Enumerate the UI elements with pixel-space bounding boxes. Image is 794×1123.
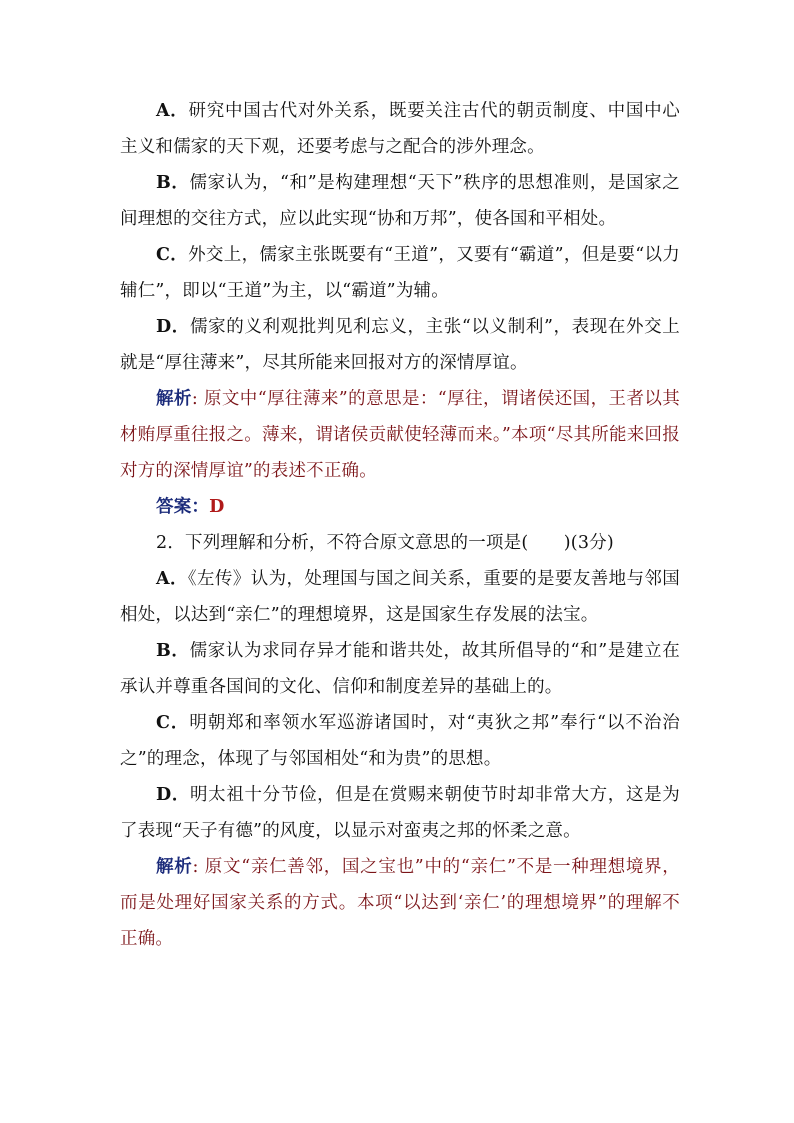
option-letter: B． (156, 173, 190, 193)
q1-option-c (120, 237, 680, 309)
q1-option-a (120, 93, 680, 165)
q1-answer (120, 489, 680, 525)
option-text: 研究中国古代对外关系，既要关注古代的朝贡制度、中国中心主义和儒家的天下观，还要考虑与之配合的涉外理念。 (120, 101, 680, 157)
analysis-label: 解析 (156, 389, 192, 409)
option-text: 明朝郑和率领水军巡游诸国时，对“夷狄之邦”奉行“以不治治之”的理念，体现了与邻国相处“和为贵”的思想。 (120, 713, 680, 769)
analysis-text: : 原文“亲仁善邻，国之宝也”中的“亲仁”不是一种理想境界，而是处理好国家关系的方式。本项“以达到‘亲仁’的理想境界”的理解不正确。 (120, 857, 681, 949)
option-text: 儒家认为求同存异才能和谐共处，故其所倡导的“和”是建立在承认并尊重各国间的文化、信仰和制度差异的基础上的。 (120, 641, 680, 697)
q1-option-b (120, 165, 680, 237)
option-text: 外交上，儒家主张既要有“王道”，又要有“霸道”，但是要“以力辅仁”，即以“王道”为主，以“霸道”为辅。 (120, 245, 680, 301)
option-text: 儒家的义利观批判见利忘义，主张“以义制利”，表现在外交上就是“厚往薄来”，尽其所能来回报对方的深情厚谊。 (120, 317, 680, 373)
q2-option-a (120, 561, 680, 633)
q1-analysis (120, 381, 680, 489)
option-text: 《左传》认为，处理国与国之间关系，重要的是要友善地与邻国相处，以达到“亲仁”的理想境界，这是国家生存发展的法宝。 (120, 569, 680, 625)
q1-option-d (120, 309, 680, 381)
analysis-label: 解析 (156, 857, 193, 877)
option-letter: C． (156, 713, 190, 733)
option-text: 明太祖十分节俭，但是在赏赐来朝使节时却非常大方，这是为了表现“天子有德”的风度，以显示对蛮夷之邦的怀柔之意。 (120, 785, 680, 841)
option-letter: C． (156, 245, 189, 265)
analysis-text: : 原文中“厚往薄来”的意思是：“厚往，谓诸侯还国，王者以其材贿厚重往报之。薄来，谓诸侯贡献使轻薄而来。”本项“尽其所能来回报对方的深情厚谊”的表述不正确。 (120, 389, 680, 481)
option-text: 儒家认为，“和”是构建理想“天下”秩序的思想准则，是国家之间理想的交往方式，应以此实现“协和万邦”，使各国和平相处。 (120, 173, 680, 229)
document-body (120, 93, 680, 957)
option-letter: A． (156, 101, 189, 121)
option-letter: D． (156, 317, 190, 337)
q2-option-b (120, 633, 680, 705)
option-letter: B． (156, 641, 190, 661)
answer-label: 答案： (156, 497, 210, 517)
option-letter: D． (156, 785, 191, 805)
q2-option-c (120, 705, 680, 777)
q2-analysis (120, 849, 680, 957)
q2-option-d (120, 777, 680, 849)
option-letter: A． (156, 569, 188, 589)
q2-stem: 2．下列理解和分析，不符合原文意思的一项是( )(3分) (156, 533, 614, 553)
answer-value: D (209, 497, 225, 517)
